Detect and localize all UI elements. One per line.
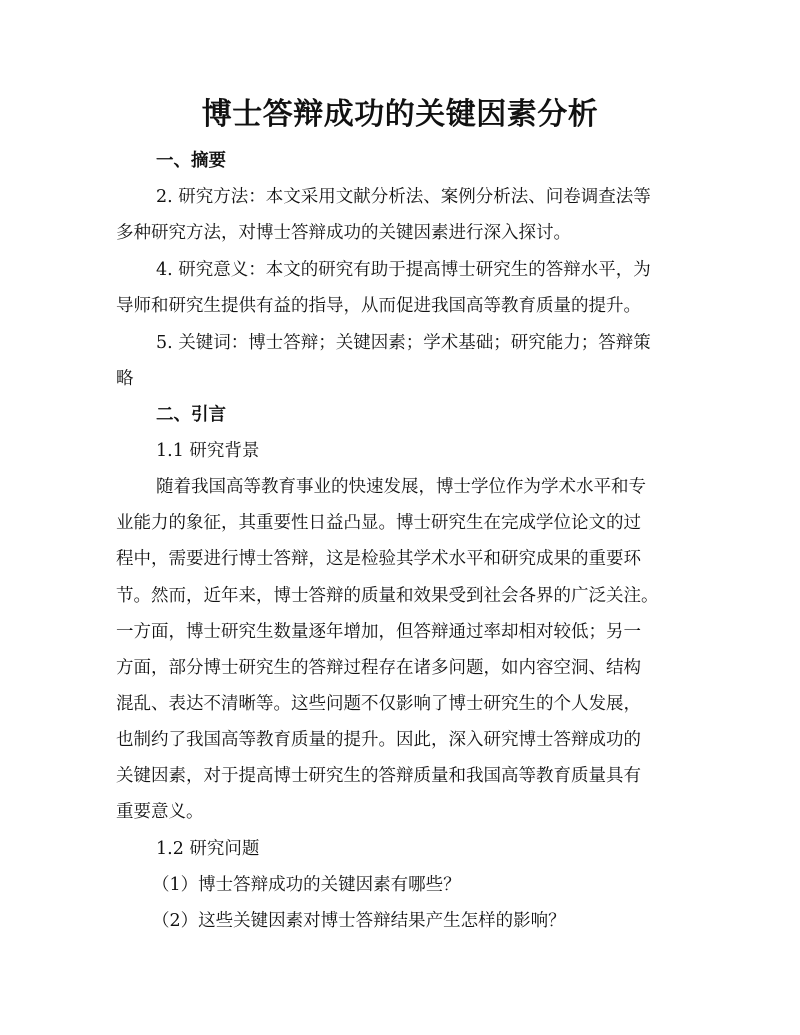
subsection-heading-background: 1.1 研究背景 xyxy=(156,441,260,461)
section-heading-intro: 二、引言 xyxy=(156,405,226,425)
paragraph-background-line-8: 也制约了我国高等教育质量的提升。因此，深入研究博士答辩成功的 xyxy=(116,730,641,750)
page-title: 博士答辩成功的关键因素分析 xyxy=(201,97,599,132)
paragraph-background-line-2: 业能力的象征，其重要性日益凸显。博士研究生在完成学位论文的过 xyxy=(116,513,641,533)
paragraph-background-line-9: 关键因素，对于提高博士研究生的答辩质量和我国高等教育质量具有 xyxy=(116,766,641,786)
paragraph-background-line-5: 一方面，博士研究生数量逐年增加，但答辩通过率却相对较低；另一 xyxy=(116,622,641,642)
paragraph-method-line-2: 多种研究方法，对博士答辩成功的关键因素进行深入探讨。 xyxy=(116,223,571,243)
paragraph-background-line-6: 方面，部分博士研究生的答辩过程存在诸多问题，如内容空洞、结构 xyxy=(116,658,641,678)
paragraph-background-line-4: 节。然而，近年来，博士答辩的质量和效果受到社会各界的广泛关注。 xyxy=(116,586,659,606)
section-heading-abstract: 一、摘要 xyxy=(156,151,226,171)
paragraph-keywords-line-1: 5. 关键词：博士答辩；关键因素；学术基础；研究能力；答辩策 xyxy=(156,333,651,353)
paragraph-significance-line-2: 导师和研究生提供有益的指导，从而促进我国高等教育质量的提升。 xyxy=(116,296,641,316)
paragraph-background-line-10: 重要意义。 xyxy=(116,802,204,822)
paragraph-method-line-1: 2. 研究方法：本文采用文献分析法、案例分析法、问卷调查法等 xyxy=(156,187,651,207)
question-item-2: （2）这些关键因素对博士答辩结果产生怎样的影响？ xyxy=(152,911,566,931)
paragraph-background-line-7: 混乱、表达不清晰等。这些问题不仅影响了博士研究生的个人发展， xyxy=(116,694,641,714)
paragraph-background-line-3: 程中，需要进行博士答辩，这是检验其学术水平和研究成果的重要环 xyxy=(116,549,641,569)
paragraph-keywords-line-2: 略 xyxy=(116,369,134,389)
paragraph-background-line-1: 随着我国高等教育事业的快速发展，博士学位作为学术水平和专 xyxy=(156,477,646,497)
paragraph-significance-line-1: 4. 研究意义：本文的研究有助于提高博士研究生的答辩水平，为 xyxy=(156,260,651,280)
subsection-heading-question: 1.2 研究问题 xyxy=(156,839,260,859)
question-item-1: （1）博士答辩成功的关键因素有哪些？ xyxy=(152,875,461,895)
